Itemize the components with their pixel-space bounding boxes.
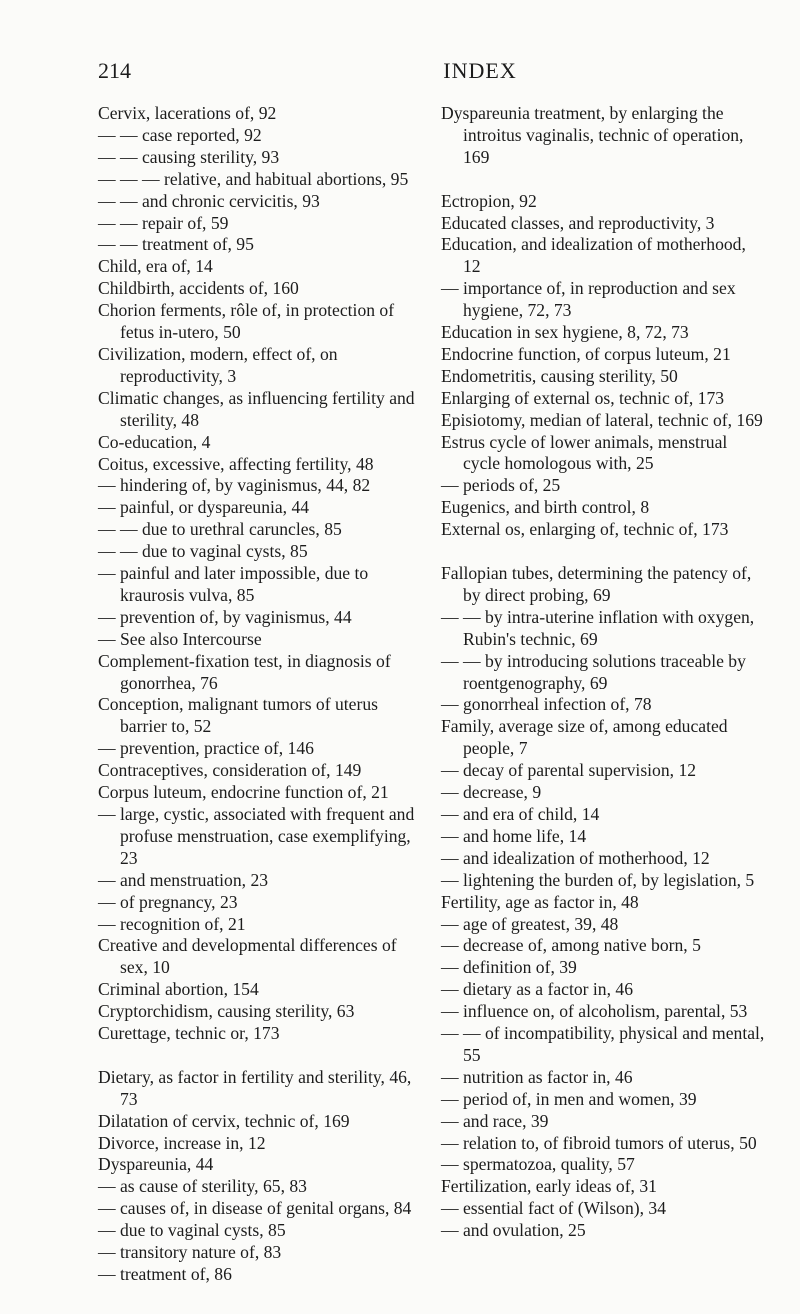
index-entry: — painful, or dyspareunia, 44 <box>98 497 310 518</box>
index-entry: Complement-fixation test, in diagnosis of gonorrhea, 76 <box>98 650 391 693</box>
index-entry: Criminal abortion, 154 <box>98 979 259 1000</box>
index-entry: Cervix, lacerations of, 92 <box>98 103 277 123</box>
index-entry: — and menstruation, 23 <box>98 869 269 890</box>
page-number: 214 <box>98 58 131 83</box>
index-entry: — essential fact of (Wilson), 34 <box>441 1198 667 1219</box>
index-entry: Educated classes, and reproductivity, 3 <box>441 212 715 233</box>
section-gap <box>98 1045 423 1067</box>
index-entry: — as cause of sterility, 65, 83 <box>98 1176 307 1197</box>
index-entry: — and era of child, 14 <box>441 803 600 824</box>
index-entry: — age of greatest, 39, 48 <box>441 913 619 934</box>
index-entry: — painful and later impossible, due to kraurosis vulva, 85 <box>98 563 369 605</box>
index-entry: — and ovulation, 25 <box>441 1220 586 1241</box>
index-entry: — — treatment of, 95 <box>98 234 254 255</box>
section-gap <box>441 169 766 191</box>
index-entry: — — case reported, 92 <box>98 124 262 145</box>
index-entry: — influence on, of alcoholism, parental, 53 <box>441 1001 748 1022</box>
index-entry: — of pregnancy, 23 <box>98 891 238 912</box>
index-entry: Cryptorchidism, causing sterility, 63 <box>98 1001 355 1022</box>
index-entry: — importance of, in reproduction and sex hygiene, 72, 73 <box>441 278 736 321</box>
index-entry: — — and chronic cervicitis, 93 <box>98 190 320 211</box>
index-entry: — dietary as a factor in, 46 <box>441 979 633 1000</box>
index-entry: — spermatozoa, quality, 57 <box>441 1154 635 1175</box>
index-entry: — transitory nature of, 83 <box>98 1242 282 1263</box>
index-entry: — decay of parental supervision, 12 <box>441 760 697 781</box>
index-entry: — — repair of, 59 <box>98 212 229 233</box>
index-entry: Fertilization, early ideas of, 31 <box>441 1176 657 1197</box>
index-entry: Enlarging of external os, technic of, 173 <box>441 387 725 408</box>
index-entry: — and race, 39 <box>441 1110 549 1131</box>
index-entry: Co-education, 4 <box>98 431 211 452</box>
index-entry: — — by introducing solutions traceable by roentgenography, 69 <box>441 650 746 693</box>
index-entry: Episiotomy, median of lateral, technic of, 169 <box>441 409 763 430</box>
index-entry: Civilization, modern, effect of, on reproductivity, 3 <box>98 343 338 386</box>
index-entry: — treatment of, 86 <box>98 1264 232 1285</box>
index-entry: — large, cystic, associated with frequent and profuse menstruation, case exemplifying, 23 <box>98 804 415 868</box>
index-entry: Estrus cycle of lower animals, menstrual cycle homologous with, 25 <box>441 431 728 474</box>
index-entry: Divorce, increase in, 12 <box>98 1132 266 1153</box>
index-entry: Curettage, technic or, 173 <box>98 1023 280 1044</box>
index-entry: — — due to urethral caruncles, 85 <box>98 519 342 540</box>
index-entry: Ectropion, 92 <box>441 190 537 211</box>
index-entry: — prevention of, by vaginismus, 44 <box>98 606 352 627</box>
index-entry: — lightening the burden of, by legislation, 5 <box>441 869 755 890</box>
index-entry: Education in sex hygiene, 8, 72, 73 <box>441 322 689 343</box>
index-column-left <box>98 103 423 1286</box>
index-entry: Endometritis, causing sterility, 50 <box>441 365 678 386</box>
index-entry: Eugenics, and birth control, 8 <box>441 497 650 518</box>
index-entry: — and idealization of motherhood, 12 <box>441 847 710 868</box>
index-entry: Corpus luteum, endocrine function of, 21 <box>98 782 389 803</box>
index-entry: — — by intra-uterine inflation with oxygen, Rubin's technic, 69 <box>441 606 755 649</box>
index-entry: Conception, malignant tumors of uterus barrier to, 52 <box>98 694 378 737</box>
index-entry: External os, enlarging of, technic of, 173 <box>441 519 729 540</box>
index-entry: — — — relative, and habitual abortions, 95 <box>98 168 409 189</box>
index-entry: — decrease, 9 <box>441 782 542 803</box>
index-entry: Family, average size of, among educated people, 7 <box>441 716 728 759</box>
index-entry: — hindering of, by vaginismus, 44, 82 <box>98 475 371 496</box>
index-entry: — — due to vaginal cysts, 85 <box>98 541 308 562</box>
index-entry: Dyspareunia treatment, by enlarging the introitus vaginalis, technic of operation, 169 <box>441 103 744 167</box>
index-entry: — periods of, 25 <box>441 475 561 496</box>
page-title: INDEX <box>443 58 517 83</box>
index-entry: Chorion ferments, rôle of, in protection of fetus in-utero, 50 <box>98 300 395 343</box>
index-entry: Dyspareunia, 44 <box>98 1154 214 1175</box>
index-entry: Dilatation of cervix, technic of, 169 <box>98 1110 350 1131</box>
index-entry: — decrease of, among native born, 5 <box>441 935 701 956</box>
index-entry: — recognition of, 21 <box>98 913 246 934</box>
section-gap <box>441 541 766 563</box>
index-entry: Coitus, excessive, affecting fertility, 48 <box>98 453 374 474</box>
index-entry: — definition of, 39 <box>441 957 577 978</box>
index-entry: — and home life, 14 <box>441 825 587 846</box>
index-entry: — period of, in men and women, 39 <box>441 1088 697 1109</box>
index-entry: Fertility, age as factor in, 48 <box>441 891 639 912</box>
index-entry: Dietary, as factor in fertility and sterility, 46, 73 <box>98 1066 412 1109</box>
index-entry: Education, and idealization of motherhood, 12 <box>441 234 746 277</box>
index-entry: — prevention, practice of, 146 <box>98 738 314 759</box>
index-entry: Creative and developmental differences of sex, 10 <box>98 935 397 978</box>
index-entry: — gonorrheal infection of, 78 <box>441 694 652 715</box>
index-entry: Climatic changes, as influencing fertility and sterility, 48 <box>98 387 415 430</box>
index-entry: — — causing sterility, 93 <box>98 146 280 167</box>
index-entry: — nutrition as factor in, 46 <box>441 1066 633 1087</box>
index-entry: Contraceptives, consideration of, 149 <box>98 760 362 781</box>
index-entry: — due to vaginal cysts, 85 <box>98 1220 286 1241</box>
index-entry: — relation to, of fibroid tumors of uterus, 50 <box>441 1132 757 1153</box>
index-entry: Child, era of, 14 <box>98 256 213 277</box>
index-entry: Endocrine function, of corpus luteum, 21 <box>441 343 731 364</box>
index-entry: — See also Intercourse <box>98 628 262 649</box>
index-entry: — causes of, in disease of genital organs, 84 <box>98 1198 412 1219</box>
index-entry: — — of incompatibility, physical and mental, 55 <box>441 1023 765 1065</box>
index-entry: Fallopian tubes, determining the patency of, by direct probing, 69 <box>441 563 752 605</box>
index-column-right <box>441 103 766 1242</box>
index-entry: Childbirth, accidents of, 160 <box>98 278 299 299</box>
